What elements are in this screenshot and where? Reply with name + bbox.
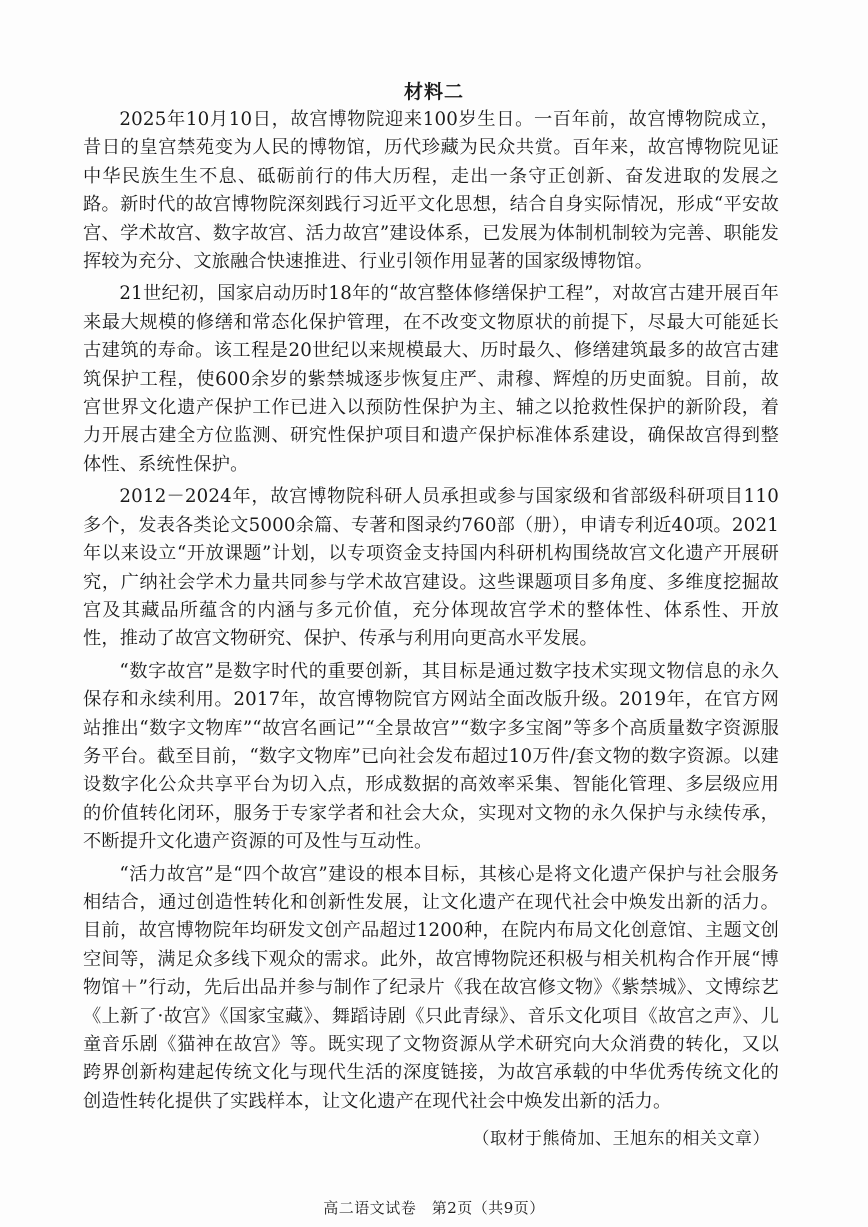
- paragraph-5: “活力故宫”是“四个故宫”建设的根本目标，其核心是将文化遗产保护与社会服务相结合，通过创造性转化和创新性发展，让文化遗产在现代社会中焕发出新的活力。目前，故宫博物院年均研发文创产品超过1200种，在院内布局文化创意馆、主题文创空间等，满足众多线下观众的需求。此外，故宫博物院还积极与相关机构合作开展“博物馆＋”行动，先后出品并参与制作了纪录片《我在故宫修文物》《紫禁城》、文博综艺《上新了·故宫》《国家宝藏》、舞蹈诗剧《只此青绿》、音乐文化项目《故宫之声》、儿童音乐剧《猫神在故宫》等。既实现了文物资源从学术研究向大众消费的转化，又以跨界创新构建起传统文化与现代生活的深度链接，为故宫承载的中华优秀传统文化的创造性转化提供了实践样本，让文化遗产在现代社会中焕发出新的活力。: [83, 863, 779, 1112]
- section-title: 材料二: [403, 81, 464, 103]
- paragraph-1: 2025年10月10日，故宫博物院迎来100岁生日。一百年前，故宫博物院成立，昔日的皇宫禁苑变为人民的博物馆，历代珍藏为民众共赏。百年来，故宫博物院见证中华民族生生不息、砥砺前行的伟大历程，走出一条守正创新、奋发进取的发展之路。新时代的故宫博物院深刻践行习近平文化思想，结合自身实际情况，形成“平安故宫、学术故宫、数字故宫、活力故宫”建设体系，已发展为体制机制较为完善、职能发挥较为充分、文旅融合快速推进、行业引领作用显著的国家级博物馆。: [83, 109, 779, 273]
- paragraph-4: “数字故宫”是数字时代的重要创新，其目标是通过数字技术实现文物信息的永久保存和永续利用。2017年，故宫博物院官方网站全面改版升级。2019年，在官方网站推出“数字文物库”“故宫名画记”“全景故宫”“数字多宝阁”等多个高质量数字资源服务平台。截至目前，“数字文物库”已向社会发布超过10万件/套文物的数字资源。以建设数字化公众共享平台为切入点，形成数据的高效率采集、智能化管理、多层级应用的价值转化闭环，服务于专家学者和社会大众，实现对文物的永久保护与永续传承，不断提升文化遗产资源的可及性与互动性。: [83, 660, 779, 853]
- page-footer: 高二语文试卷 第2页（共9页）: [323, 1199, 545, 1217]
- paragraph-2: 21世纪初，国家启动历时18年的“故宫整体修缮保护工程”，对故宫古建开展百年来最大规模的修缮和常态化保护管理，在不改变文物原状的前提下，尽最大可能延长古建筑的寿命。该工程是20世纪以来规模最大、历时最久、修缮建筑最多的故宫古建筑保护工程，使600余岁的紫禁城逐步恢复庄严、肃穆、辉煌的历史面貌。目前，故宫世界文化遗产保护工作已进入以预防性保护为主、辅之以抢救性保护的新阶段，着力开展古建全方位监测、研究性保护项目和遗产保护标准体系建设，确保故宫得到整体性、系统性保护。: [83, 283, 779, 475]
- source-attribution: （取材于熊倚加、王旭东的相关文章）: [472, 1129, 770, 1149]
- paragraph-3: 2012－2024年，故宫博物院科研人员承担或参与国家级和省部级科研项目110多个，发表各类论文5000余篇、专著和图录约760部（册），申请专利近40项。2021年以来设立“开放课题”计划，以专项资金支持国内科研机构围绕故宫文化遗产开展研究，广纳社会学术力量共同参与学术故宫建设。这些课题项目多角度、多维度挖掘故宫及其藏品所蕴含的内涵与多元价值，充分体现故宫学术的整体性、体系性、开放性，推动了故宫文物研究、保护、传承与利用向更高水平发展。: [83, 486, 779, 650]
- passage-body: [83, 106, 779, 1120]
